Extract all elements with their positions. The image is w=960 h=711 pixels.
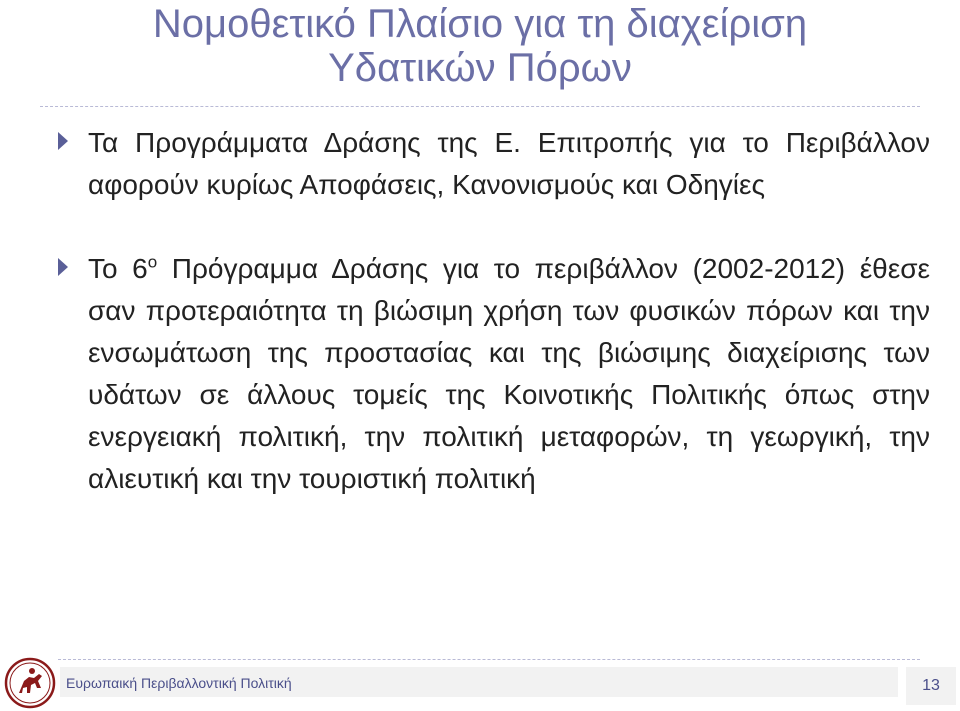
footer-course-name: Ευρωπαική Περιβαλλοντική Πολιτική (66, 675, 292, 691)
university-seal-logo (2, 657, 58, 709)
bullet-text-1: Τα Προγράμματα Δράσης της Ε. Επιτροπής για το Περιβάλλον αφορούν κυρίως Αποφάσεις, Κανονισμούς και Οδηγίες (88, 127, 930, 200)
ordinal-superscript: ο (147, 252, 158, 272)
slide-title-line-1: Νομοθετικό Πλαίσιο για τη διαχείριση (152, 2, 808, 46)
slide-title-line-2: Υδατικών Πόρων (328, 46, 632, 90)
bullet-item-1 (58, 122, 930, 206)
bullet-text-2-start: Το 6 (88, 253, 148, 284)
triangle-right-icon (58, 132, 68, 150)
bullet-item-2 (58, 248, 930, 500)
bullet-text-2-rest: Πρόγραμμα Δράσης για το περιβάλλον (2002-2012) έθεσε σαν προτεραιότητα τη βιώσιμη χρήση των φυσικών πόρων και την ενσωμάτωση της προστασίας και της βιώσιμης διαχείρισης των υδάτων σε άλλους τομείς της Κοινοτικής Πολιτικής όπως στην ενεργειακή πολιτική, την πολιτική μεταφορών, τη γεωργική, την αλιευτική και την τουριστική πολιτική (88, 253, 930, 494)
footer-divider (58, 659, 920, 660)
bullet-list (58, 122, 930, 500)
slide-title (30, 2, 930, 90)
page-number: 13 (906, 667, 956, 705)
title-divider (40, 106, 920, 107)
triangle-right-icon (58, 258, 68, 276)
